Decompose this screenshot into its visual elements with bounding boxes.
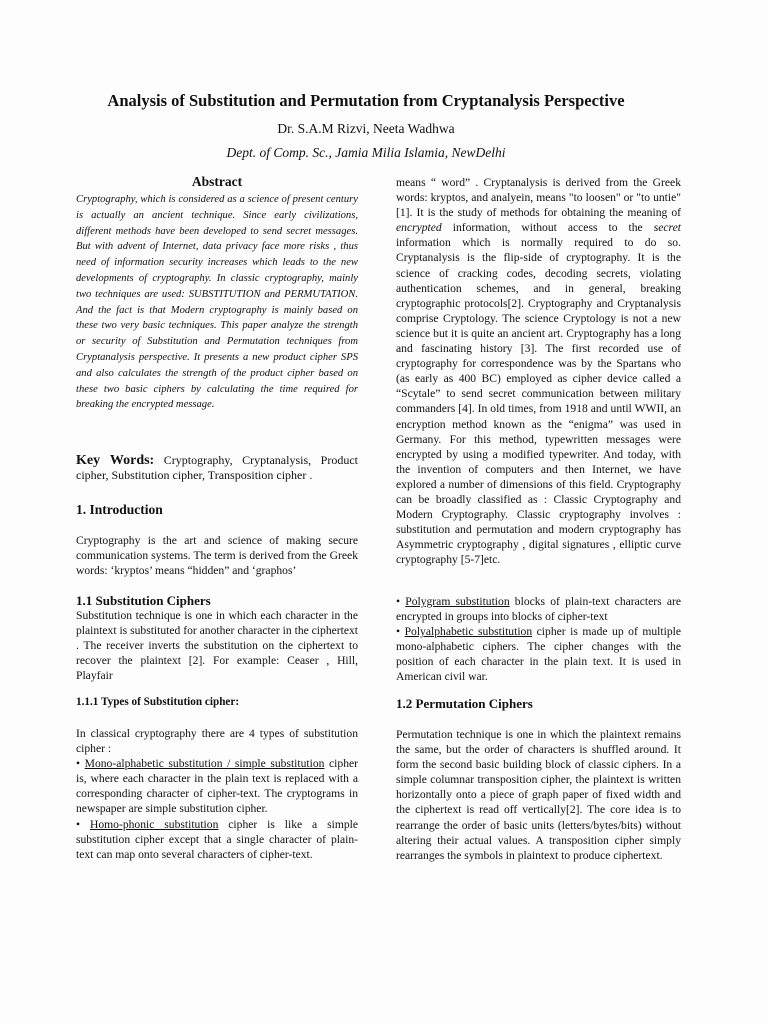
polygram-text: blocks of plain-text characters are encrypted in groups into blocks of cipher-text xyxy=(396,595,681,624)
keywords xyxy=(76,453,358,483)
homo-text: cipher is like a simple substitution cipher except that a single character of plain-text can map onto several characters of cipher-text. xyxy=(76,817,359,861)
types-list-continued xyxy=(396,594,681,685)
keywords-label: Key Words: xyxy=(76,453,155,468)
introduction-text: Cryptography is the art and science of making secure communication systems. The term is derived from the Greek words: ‘kryptos’ means “hidden” and ‘graphos’ xyxy=(76,534,358,578)
polyalphabetic-label: Polyalphabetic substitution xyxy=(404,625,533,639)
list-item xyxy=(76,756,358,816)
list-item xyxy=(396,624,681,684)
types-list xyxy=(76,726,358,862)
text-run-italic: secret xyxy=(653,221,681,235)
section-introduction-heading: 1. Introduction xyxy=(76,502,163,517)
polygram-label: Polygram substitution xyxy=(405,595,510,608)
substitution-text: Substitution technique is one in which each character in the plaintext is substituted for another character in the ciphertext . The receiver inverts the substitution on the ciphertext to recover the plaintext [2]. For example: Ceaser , Hill, Playfair xyxy=(76,609,359,683)
bullet: • xyxy=(76,817,81,831)
section-substitution-heading: 1.1 Substitution Ciphers xyxy=(76,593,211,608)
text-run: information, without access to the xyxy=(441,221,654,235)
text-run-italic: encrypted xyxy=(396,221,442,235)
right-column-text xyxy=(396,175,681,567)
paper-authors: Dr. S.A.M Rizvi, Neeta Wadhwa xyxy=(277,121,455,136)
bullet: • xyxy=(396,625,401,639)
text-run: information which is normally required to do so. Cryptanalysis is the flip-side of cryptography. It is the science of cracking codes, decoding secrets, violating authentication schemes, and in general, breaking cryptographic protocols[2]. Cryptography and Cryptanalysis comprise Cryptology. The science Cryptology is not a new science but it is quite an ancient art. Cryptography has a long and fascinating history [3]. The first recorded use of cryptography for correspondence was by the Spartans who (as early as 400 BC) employed as cipher device called a “Scytale” to send secret communication between military commanders [4]. In old times, from 1918 and until WWII, an encryption method known as the “enigma” was used in Germany. For this method, typewritten messages were encrypted by using a modified typewriter. And today, with the invention of computers and then Internet, we have explored a number of dimensions of this field. Cryptography can be broadly classified as : Classic Cryptography and Modern Cryptography. Classic cryptography involves : substitution and permutation and modern cryptography has Asymmetric cryptography , digital signatures , elliptic curve cryptography [5-7]etc. xyxy=(396,236,681,567)
list-item xyxy=(396,594,681,624)
abstract-text: Cryptography, which is considered as a science of present century is actually an ancient technique. Since early civilizations, different methods have been developed to send secret messages. But with advent of Internet, data privacy face more risks , thus need of information security increases which leads to the new developments of cryptography. In classic cryptography, mainly two techniques are used: SUBSTITUTION and PERMUTATION. And the fact is that Modern cryptography is mainly based on these two very basic techniques. This paper analyze the strength or security of Substitution and Permutation techniques from Cryptanalysis perspective. It presents a new product cipher SPS and also calculates the strength of the product cipher based on these two basic ciphers by calculating the time required for breaking the encrypted message. xyxy=(76,194,358,411)
mono-label: Mono-alphabetic substitution / simple substitution xyxy=(84,757,325,771)
paper-affiliation: Dept. of Comp. Sc., Jamia Milia Islamia, NewDelhi xyxy=(226,145,506,160)
text-run: means “ word” . Cryptanalysis is derived from the Greek words: kryptos, and analyein, means "to loosen" or "to untie" [1]. It is the study of methods for obtaining the meaning of xyxy=(396,176,681,220)
permutation-text: Permutation technique is one in which the plaintext remains the same, but the order of characters is shuffled around. It form the second basic building block of classic ciphers. In a simple columnar transposition cipher, the plaintext is written horizontally onto a piece of graph paper of fixed width and the ciphertext is read off vertically[2]. The core idea is to rearrange the order of basic units (letters/bytes/bits) without altering their actual values. A transposition cipher simply rearranges the symbols in plaintext to produce ciphertext. xyxy=(396,728,681,862)
bullet: • xyxy=(396,595,401,608)
homo-label: Homo-phonic substitution xyxy=(89,817,219,831)
mono-text: cipher is, where each character in the plain text is replaced with a corresponding character of cipher-text. The cryptograms in newspaper are simple substitution cipher. xyxy=(76,757,359,816)
paper-title: Analysis of Substitution and Permutation from Cryptanalysis Perspective xyxy=(107,91,625,110)
types-intro: In classical cryptography there are 4 types of substitution cipher : xyxy=(76,727,358,756)
bullet: • xyxy=(76,757,81,771)
section-permutation-heading: 1.2 Permutation Ciphers xyxy=(396,696,533,711)
keywords-text: Cryptography, Cryptanalysis, Product cipher, Substitution cipher, Transposition cipher . xyxy=(76,453,358,482)
list-item xyxy=(76,817,358,862)
types-heading: 1.1.1 Types of Substitution cipher: xyxy=(76,696,240,708)
abstract-heading: Abstract xyxy=(191,174,243,189)
polyalphabetic-text: cipher is made up of multiple mono-alphabetic ciphers. The cipher changes with the position of each character in the plain text. It is used in American civil war. xyxy=(396,625,681,684)
